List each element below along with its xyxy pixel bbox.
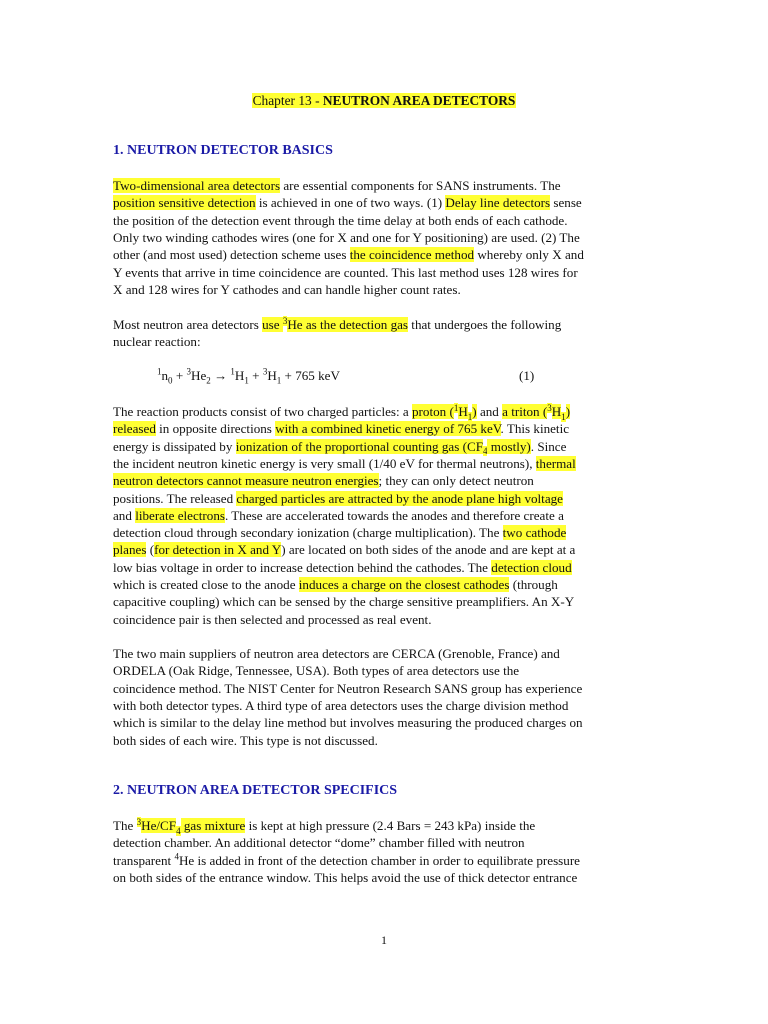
text-run: transparent: [113, 852, 175, 868]
text-run: low bias voltage in order to increase detection behind the cathodes. The: [113, 559, 492, 575]
text-run: Only two winding cathodes wires (one for X and one for Y positioning) are used. (2) The: [113, 229, 580, 245]
text-run: 3: [186, 366, 191, 377]
text-run: energy is dissipated by: [113, 438, 236, 454]
text-line: [113, 403, 570, 420]
equation-number: (1): [519, 368, 535, 383]
highlighted-text: charged particles are attracted by the anode plane high voltage: [236, 490, 563, 506]
text-run: whereby only X and: [474, 247, 584, 263]
text-run: 4: [174, 851, 179, 862]
text-line: [113, 714, 583, 731]
text-line: [113, 834, 525, 851]
highlighted-text: Two-dimensional area detectors: [113, 178, 281, 193]
highlighted-text: ): [472, 404, 477, 419]
text-run: (through: [509, 577, 558, 592]
text-run: The reaction products consist of two charged particles: a: [113, 404, 412, 419]
text-run: 0: [168, 375, 173, 386]
text-run: coincidence method. The NIST Center for Neutron Research SANS group has experience: [113, 680, 583, 696]
text-run: +: [172, 368, 187, 383]
highlighted-text: for detection in X and Y: [154, 542, 282, 558]
text-line: [113, 194, 582, 211]
text-line: [113, 229, 580, 246]
text-run: both sides of each wire. This type is not discussed.: [113, 732, 378, 748]
highlighted-text: the coincidence method: [349, 247, 475, 263]
text-run: He: [190, 368, 207, 383]
text-line: [113, 212, 568, 229]
text-run: the position of the detection event through the time delay at both ends of each cathode.: [113, 212, 568, 228]
text-run: ; they can only detect neutron: [378, 473, 534, 489]
text-line: [113, 559, 572, 576]
text-run: and: [476, 404, 503, 419]
text-run: and: [113, 507, 136, 523]
text-line: [113, 576, 558, 593]
text-run: +: [248, 368, 263, 383]
highlighted-text: two cathode: [502, 525, 567, 541]
highlighted-text: detection cloud: [491, 559, 572, 575]
text-line: [113, 264, 578, 281]
highlighted-text: He/CF: [141, 818, 177, 833]
highlighted-text: neutron detectors cannot measure neutron energies: [113, 473, 379, 489]
text-run: other (and most used) detection scheme uses: [113, 247, 350, 263]
highlighted-text: gas mixture: [180, 818, 246, 833]
text-line: [113, 697, 568, 714]
highlighted-text: 1: [453, 402, 459, 413]
equation: [157, 367, 340, 384]
text-line: [113, 490, 563, 507]
highlighted-text: 3: [136, 816, 142, 827]
text-line: [113, 281, 461, 298]
text-run: (: [146, 542, 155, 558]
text-run: H: [234, 368, 245, 383]
text-run: 2: [206, 375, 211, 386]
text-line: [113, 316, 561, 333]
highlighted-text: use: [262, 317, 283, 332]
text-line: [113, 472, 534, 489]
text-run: sense: [550, 195, 582, 211]
text-run: The: [113, 818, 137, 833]
text-run: is kept at high pressure (2.4 Bars = 243 kPa) inside the: [245, 818, 536, 833]
text-run: H: [267, 368, 277, 383]
text-line: [113, 662, 519, 679]
text-run: Y events that arrive in time coincidence are counted. This last method uses 128 wires for: [113, 264, 578, 280]
text-line: [113, 438, 566, 455]
highlighted-text: ionization of the proportional counting gas (CF: [235, 438, 483, 454]
text-line: [113, 541, 575, 558]
text-run: n: [161, 368, 169, 383]
text-run: coincidence pair is then selected and processed as real event.: [113, 611, 432, 627]
text-line: [113, 869, 577, 886]
highlighted-text: a triton (: [502, 404, 548, 419]
text-line: [113, 177, 561, 194]
highlighted-text: ): [565, 404, 571, 419]
text-run: . Since: [530, 438, 567, 454]
highlighted-text: 1: [561, 411, 566, 422]
text-run: detection chamber. An additional detector “dome” chamber filled with neutron: [113, 835, 525, 851]
text-run: detection cloud through secondary ionization (charge multiplication). The: [113, 525, 503, 541]
text-line: [113, 611, 431, 628]
text-run: capacitive coupling) which can be sensed by the charge sensitive preamplifiers. An X-Y: [113, 594, 575, 610]
text-run: . These are accelerated towards the anodes and therefore create a: [224, 507, 564, 523]
highlighted-text: 3: [282, 315, 288, 326]
text-line: [113, 507, 564, 524]
text-run: →: [210, 368, 231, 383]
highlighted-text: He as the detection gas: [287, 317, 409, 332]
highlighted-text: H: [551, 404, 562, 419]
text-run: is achieved in one of two ways. (1): [255, 195, 446, 211]
highlighted-text: liberate electrons: [135, 507, 225, 523]
text-line: [113, 817, 535, 834]
highlighted-text: 4: [176, 825, 181, 836]
text-line: [113, 732, 378, 749]
highlighted-text: proton (: [412, 404, 454, 419]
chapter-title: [0, 92, 768, 109]
text-run: . This kinetic: [500, 421, 570, 437]
text-run: 1: [276, 375, 282, 386]
text-run: the incident neutron kinetic energy is very small (1/40 eV for thermal neutrons),: [113, 455, 536, 471]
highlighted-text: thermal: [535, 455, 576, 471]
highlighted-text: H: [458, 404, 468, 419]
section-heading-2: 2. NEUTRON AREA DETECTOR SPECIFICS: [113, 783, 398, 798]
highlighted-text: mostly): [487, 438, 531, 454]
text-line: [113, 524, 566, 541]
highlighted-text: induces a charge on the closest cathodes: [298, 577, 510, 592]
text-run: that undergoes the following: [408, 317, 562, 332]
text-run: which is similar to the delay line method but involves measuring the produced charges on: [113, 715, 583, 731]
text-run: 1: [230, 366, 235, 377]
page-number: 1: [381, 933, 387, 947]
highlighted-text: position sensitive detection: [113, 195, 256, 211]
text-run: ) are located on both sides of the anode and are kept at a: [281, 542, 576, 558]
text-run: 1: [157, 366, 162, 377]
text-line: [113, 645, 560, 662]
text-run: nuclear reaction:: [113, 334, 201, 350]
text-run: The two main suppliers of neutron area detectors are CERCA (Grenoble, France) and: [113, 646, 560, 661]
text-run: positions. The released: [113, 490, 237, 506]
text-line: [113, 455, 576, 472]
highlighted-text: 3: [547, 402, 552, 413]
text-run: ORDELA (Oak Ridge, Tennessee, USA). Both types of area detectors use the: [113, 663, 520, 679]
text-run: 1: [244, 375, 249, 386]
text-run: X and 128 wires for Y cathodes and can handle higher count rates.: [113, 281, 461, 297]
section-heading-1: 1. NEUTRON DETECTOR BASICS: [113, 143, 333, 158]
text-line: [113, 246, 584, 263]
text-line: [113, 333, 201, 350]
chapter-name: NEUTRON AREA DETECTORS: [322, 93, 516, 108]
text-run: in opposite directions: [155, 421, 276, 437]
text-run: + 765 keV: [281, 368, 340, 383]
text-run: which is created close to the anode: [113, 577, 299, 592]
highlighted-text: with a combined kinetic energy of 765 keV: [275, 421, 501, 437]
text-run: are essential components for SANS instruments. The: [280, 178, 561, 193]
highlighted-text: 1: [467, 411, 473, 422]
text-line: [113, 593, 574, 610]
highlighted-text: 4: [482, 446, 488, 457]
text-run: 3: [262, 366, 268, 377]
text-line: [113, 680, 582, 697]
highlighted-text: planes: [113, 542, 147, 558]
text-run: on both sides of the entrance window. This helps avoid the use of thick detector entrance: [113, 869, 578, 885]
text-run: with both detector types. A third type of area detectors uses the charge division method: [113, 697, 569, 713]
text-run: Most neutron area detectors: [113, 317, 263, 332]
text-line: [113, 852, 580, 869]
text-run: He is added in front of the detection chamber in order to equilibrate pressure: [178, 852, 580, 868]
highlighted-text: released: [113, 421, 156, 437]
text-line: [113, 420, 569, 437]
highlighted-text: Delay line detectors: [445, 195, 551, 211]
chapter-prefix: Chapter 13 -: [252, 93, 323, 108]
